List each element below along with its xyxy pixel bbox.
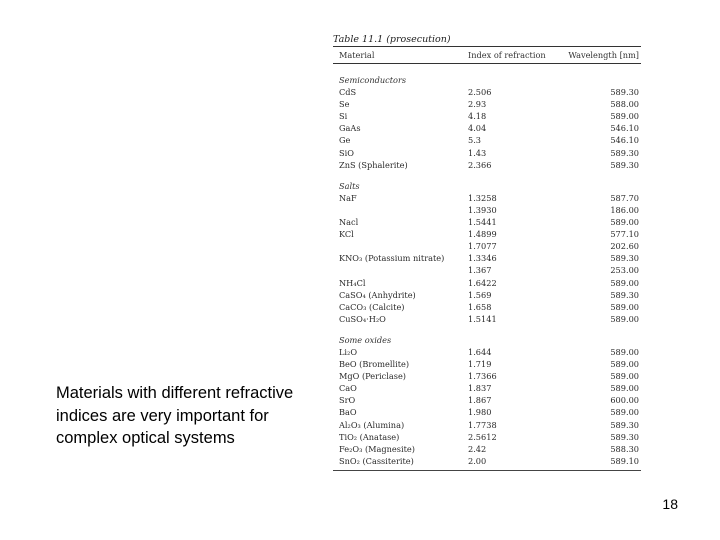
wavelength-cell: 589.00 (610, 371, 639, 382)
wavelength-cell: 589.30 (610, 159, 639, 170)
material-cell: Se (339, 99, 350, 110)
wavelength-cell: 589.30 (610, 419, 639, 430)
wavelength-cell: 600.00 (610, 395, 639, 406)
index-cell: 2.366 (468, 159, 492, 170)
material-cell: SiO (339, 147, 354, 158)
index-cell: 5.3 (468, 135, 482, 146)
wavelength-cell: 589.00 (610, 111, 639, 122)
wavelength-cell: 577.10 (610, 229, 639, 240)
column-header-index: Index of refraction (468, 50, 546, 60)
material-cell: Ge (339, 135, 351, 146)
wavelength-cell: 589.30 (610, 289, 639, 300)
table-row (333, 406, 641, 418)
material-cell (333, 204, 468, 216)
wavelength-cell: 589.10 (610, 455, 639, 466)
index-cell: 2.93 (468, 99, 487, 110)
table-row (333, 192, 641, 204)
table-row (333, 240, 641, 252)
wavelength-cell: 186.00 (610, 204, 639, 215)
material-cell: BeO (Bromellite) (339, 359, 410, 370)
index-cell: 2.5612 (468, 431, 497, 442)
index-cell: 1.980 (468, 407, 492, 418)
material-cell: Fe₂O₃ (Magnesite) (339, 443, 415, 454)
slide-caption: Materials with different refractive indices are very important for complex optical systems (56, 384, 294, 447)
table-row (333, 264, 641, 276)
material-cell: CaSO₄ (Anhydrite) (339, 289, 416, 300)
table-row (333, 252, 641, 264)
wavelength-cell: 546.10 (610, 135, 639, 146)
table-row (333, 443, 641, 455)
wavelength-cell: 589.00 (610, 277, 639, 288)
table-group (333, 74, 641, 171)
material-cell: TiO₂ (Anatase) (339, 431, 400, 442)
index-cell: 4.04 (468, 123, 487, 134)
wavelength-cell: 589.00 (610, 217, 639, 228)
material-cell: SnO₂ (Cassiterite) (339, 455, 414, 466)
index-cell: 1.6422 (468, 277, 497, 288)
table-row (333, 228, 641, 240)
wavelength-cell: 253.00 (610, 265, 639, 276)
table-row (333, 370, 641, 382)
table-row (333, 419, 641, 431)
wavelength-cell: 589.30 (610, 431, 639, 442)
index-cell: 1.569 (468, 289, 492, 300)
table-row (333, 277, 641, 289)
table-header-row (333, 47, 641, 64)
index-cell: 2.00 (468, 455, 487, 466)
wavelength-cell: 589.30 (610, 147, 639, 158)
table-row (333, 301, 641, 313)
wavelength-cell: 589.30 (610, 87, 639, 98)
index-cell: 1.7738 (468, 419, 497, 430)
wavelength-cell: 587.70 (610, 192, 639, 203)
index-cell: 1.7366 (468, 371, 497, 382)
table-row (333, 134, 641, 146)
table-row (333, 216, 641, 228)
table-row (333, 289, 641, 301)
index-cell: 1.658 (468, 301, 492, 312)
table-row (333, 86, 641, 98)
material-cell: CaO (339, 383, 357, 394)
material-cell: CdS (339, 87, 357, 98)
index-cell: 1.43 (468, 147, 487, 158)
material-cell: KNO₃ (Potassium nitrate) (339, 253, 445, 264)
table-row (333, 455, 641, 467)
index-cell: 1.3258 (468, 192, 497, 203)
wavelength-cell: 588.30 (610, 443, 639, 454)
table-row (333, 382, 641, 394)
wavelength-cell: 589.00 (610, 383, 639, 394)
column-header-wavelength: Wavelength [nm] (568, 50, 639, 60)
material-cell: NaF (339, 192, 357, 203)
table-row (333, 346, 641, 358)
wavelength-cell: 589.30 (610, 253, 639, 264)
material-cell: CaCO₃ (Calcite) (339, 301, 405, 312)
index-cell: 1.837 (468, 383, 492, 394)
index-cell: 1.5441 (468, 217, 497, 228)
material-cell (333, 240, 468, 252)
table-body (333, 64, 641, 471)
index-cell: 1.4899 (468, 229, 497, 240)
index-cell: 1.644 (468, 346, 492, 357)
material-cell (333, 264, 468, 276)
wavelength-cell: 546.10 (610, 123, 639, 134)
material-cell: MgO (Periclase) (339, 371, 406, 382)
material-cell: BaO (339, 407, 357, 418)
table-row (333, 122, 641, 134)
table-row (333, 159, 641, 171)
index-cell: 1.367 (468, 265, 492, 276)
table-row (333, 147, 641, 159)
material-cell: Al₂O₃ (Alumina) (339, 419, 405, 430)
material-cell: NH₄Cl (339, 277, 366, 288)
index-cell: 1.3930 (468, 204, 497, 215)
material-cell: Li₂O (339, 346, 358, 357)
wavelength-cell: 589.00 (610, 313, 639, 324)
table-group (333, 180, 641, 325)
table-title: Table 11.1 (prosecution) (333, 34, 451, 45)
material-cell: SrO (339, 395, 356, 406)
index-cell: 1.719 (468, 359, 492, 370)
material-cell: CuSO₄·H₂O (339, 313, 386, 324)
material-cell: ZnS (Sphalerite) (339, 159, 408, 170)
table-row (333, 110, 641, 122)
page-number: 18 (662, 496, 678, 512)
column-header-material: Material (339, 50, 375, 60)
index-cell: 2.42 (468, 443, 487, 454)
group-title: Some oxides (339, 334, 392, 345)
group-title: Semiconductors (339, 75, 407, 85)
index-cell: 1.3346 (468, 253, 497, 264)
material-cell: GaAs (339, 123, 361, 134)
wavelength-cell: 589.00 (610, 301, 639, 312)
table-group (333, 334, 641, 467)
wavelength-cell: 202.60 (610, 241, 639, 252)
table-row (333, 431, 641, 443)
index-cell: 1.867 (468, 395, 492, 406)
index-cell: 1.5141 (468, 313, 497, 324)
index-cell: 2.506 (468, 87, 492, 98)
index-cell: 1.7077 (468, 241, 497, 252)
table-row (333, 313, 641, 325)
material-cell: Nacl (339, 217, 359, 228)
material-cell: KCl (339, 229, 354, 240)
refractive-index-table (333, 33, 641, 471)
index-cell: 4.18 (468, 111, 487, 122)
group-title: Salts (339, 180, 360, 191)
wavelength-cell: 589.00 (610, 346, 639, 357)
table-row (333, 394, 641, 406)
wavelength-cell: 589.00 (610, 359, 639, 370)
wavelength-cell: 588.00 (610, 99, 639, 110)
table-row (333, 98, 641, 110)
wavelength-cell: 589.00 (610, 407, 639, 418)
material-cell: Si (339, 111, 348, 122)
table-row (333, 204, 641, 216)
table-row (333, 358, 641, 370)
